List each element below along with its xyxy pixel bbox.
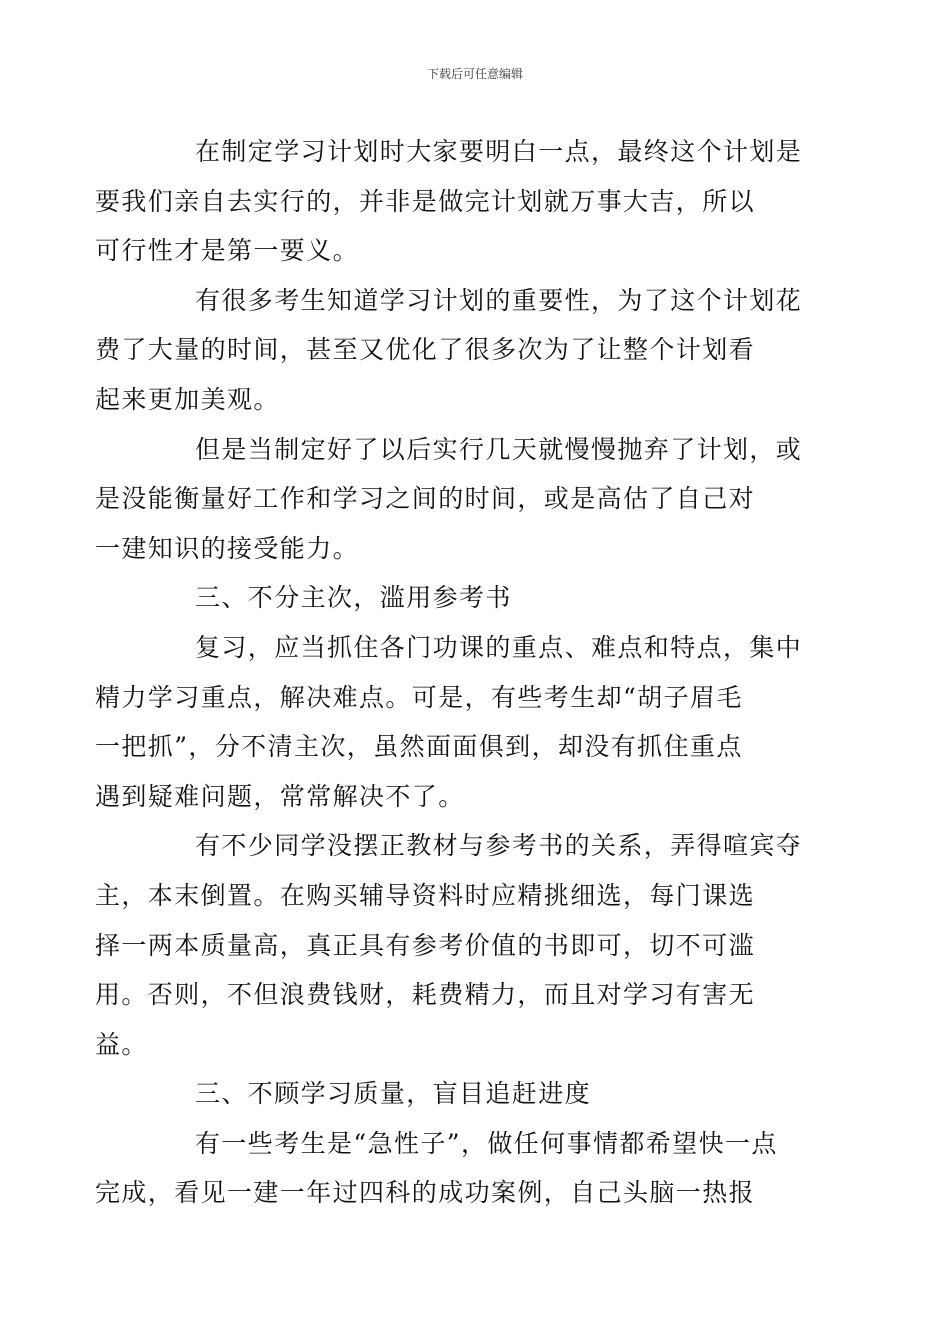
paragraph-4 (95, 623, 807, 821)
text-line: 有一些考生是“急性子”，做任何事情都希望快一点 (195, 1128, 778, 1158)
text-line: 要我们亲自去实行的，并非是做完计划就万事大吉，所以 (95, 186, 756, 216)
paragraph-1 (95, 127, 807, 276)
text-line: 但是当制定好了以后实行几天就慢慢抛弃了计划，或 (195, 434, 803, 464)
text-line: 有很多考生知道学习计划的重要性，为了这个计划花 (195, 285, 803, 315)
section-heading-2 (145, 1069, 807, 1119)
section-heading-1 (145, 573, 807, 623)
paragraph-5 (95, 821, 807, 1069)
text-line: 用。否则，不但浪费钱财，耗费精力，而且对学习有害无 (95, 980, 756, 1010)
text-line: 起来更加美观。 (95, 384, 280, 414)
text-line: 益。 (95, 1029, 148, 1059)
text-line: 遇到疑难问题，常常解决不了。 (95, 781, 465, 811)
text-line: 费了大量的时间，甚至又优化了很多次为了让整个计划看 (95, 335, 756, 365)
document-body (95, 127, 807, 1218)
page-header: 下载后可任意编辑 (426, 67, 523, 81)
paragraph-3 (95, 425, 807, 574)
heading-line: 三、不顾学习质量，盲目追赶进度 (195, 1079, 592, 1109)
text-line: 主，本末倒置。在购买辅导资料时应精挑细选，每门课选 (95, 880, 756, 910)
text-line: 在制定学习计划时大家要明白一点，最终这个计划是 (195, 137, 803, 166)
text-line: 一把抓”，分不清主次，虽然面面俱到，却没有抓住重点 (95, 732, 743, 762)
text-line: 择一两本质量高，真正具有参考价值的书即可，切不可滥 (95, 930, 756, 960)
text-line: 一建知识的接受能力。 (95, 533, 360, 563)
text-line: 复习，应当抓住各门功课的重点、难点和特点，集中 (195, 632, 803, 662)
paragraph-2 (95, 276, 807, 425)
text-line: 是没能衡量好工作和学习之间的时间，或是高估了自己对 (95, 484, 756, 514)
text-line: 有不少同学没摆正教材与参考书的关系，弄得喧宾夺 (195, 831, 803, 861)
heading-line: 三、不分主次，滥用参考书 (195, 583, 512, 613)
text-line: 精力学习重点，解决难点。可是，有些考生却“胡子眉毛 (95, 682, 743, 712)
paragraph-6 (95, 1119, 807, 1218)
text-line: 完成，看见一建一年过四科的成功案例，自己头脑一热报 (95, 1178, 756, 1208)
text-line: 可行性才是第一要义。 (95, 236, 360, 266)
